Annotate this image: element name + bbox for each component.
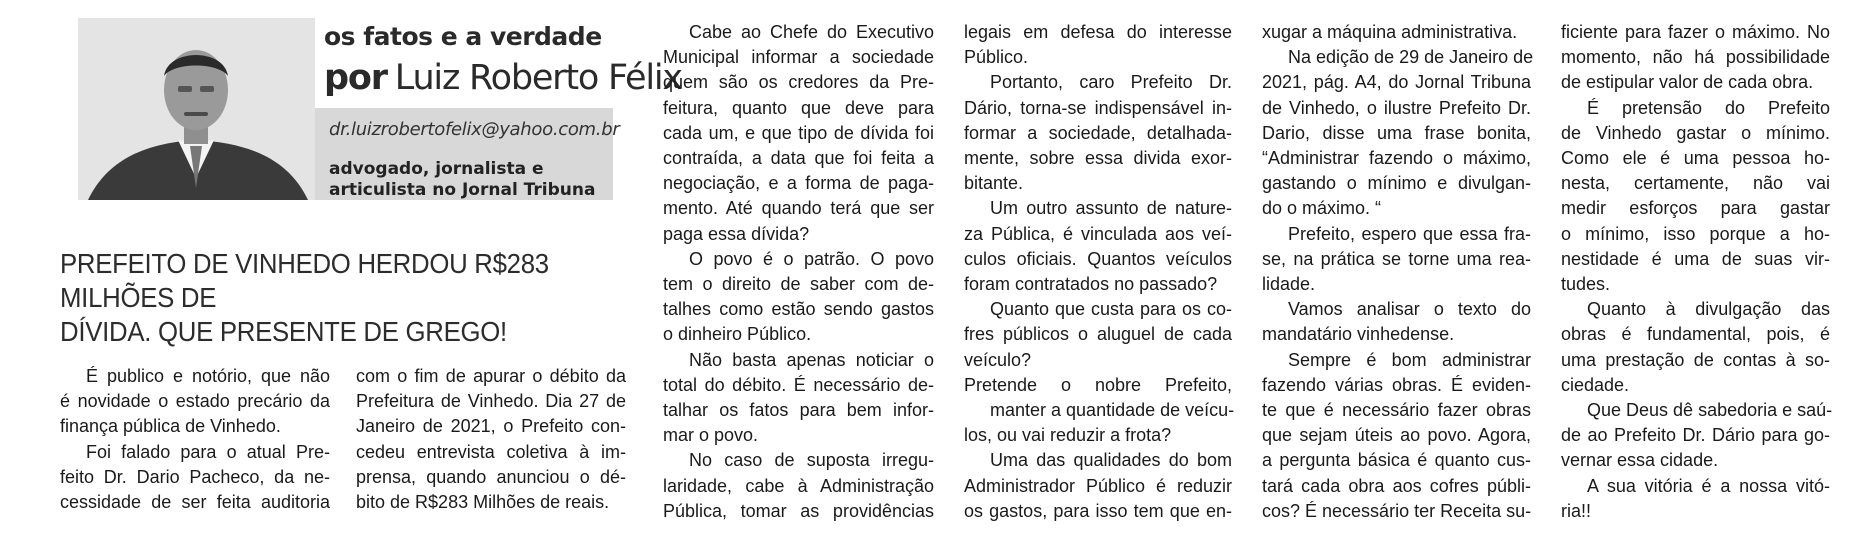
article-text-line: laridade, cabe à Administração xyxy=(663,475,934,496)
article-text-line: Que Deus dê sabedoria e saú- xyxy=(1587,400,1833,421)
article-text-line: de estipular valor de cada obra. xyxy=(1561,72,1814,93)
article-text-line: Na edição de 29 de Janeiro de xyxy=(1288,47,1534,68)
article-text-line: Janeiro de 2021, o Prefeito con- xyxy=(356,416,626,437)
author-prefix: por xyxy=(324,58,387,98)
credentials-line: articulista no Jornal Tribuna xyxy=(329,180,596,200)
article-text-line: contraída, a data que foi feita a xyxy=(663,148,934,169)
article-text-line: fazendo várias obras. É eviden- xyxy=(1262,374,1531,395)
article-text-line: Vamos analisar o texto do xyxy=(1288,299,1531,320)
article-text-line: cos? É necessário ter Receita su- xyxy=(1262,500,1532,521)
article-text-line: Prefeito, espero que essa fra- xyxy=(1288,223,1531,244)
article-text-line: Dário, torna-se indispensável in- xyxy=(964,97,1232,118)
article-text-line: total do débito. É necessário de- xyxy=(663,374,934,395)
article-text-line: de ao Prefeito Dr. Dário para go- xyxy=(1561,425,1830,446)
article-text-line: Quanto à divulgação das xyxy=(1587,299,1830,320)
article-column-1 xyxy=(60,364,330,515)
credentials-line: advogado, jornalista e xyxy=(329,159,544,179)
article-text-line: 2021, pág. A4, do Jornal Tribuna xyxy=(1262,72,1531,93)
article-text-line: se, na prática se torne uma rea- xyxy=(1262,248,1531,269)
article-text-line: mento. Até quando terá que ser xyxy=(663,198,934,219)
article-text-line: Cabe ao Chefe do Executivo xyxy=(689,22,934,42)
column-header xyxy=(78,18,682,200)
article-column-6 xyxy=(1561,20,1833,524)
article-column-4 xyxy=(964,20,1235,524)
article-headline xyxy=(60,247,589,349)
article-column-2 xyxy=(356,364,626,515)
article-text-line: prensa, quando anunciou o dé- xyxy=(356,466,626,487)
article-text-line: Pública, tomar as providências xyxy=(663,500,934,521)
article-text-line: Foi falado para o atual Pre- xyxy=(86,441,330,462)
article-text-line: Como ele é uma pessoa ho- xyxy=(1561,148,1830,169)
article-text-line: Administrador Público é reduzir xyxy=(964,475,1232,496)
article-text-line: talhes como estão sendo gastos xyxy=(663,299,934,320)
article-text-line: é novidade o estado precário da xyxy=(60,391,330,412)
article-text-line: culos oficiais. Quantos veículos xyxy=(964,248,1232,269)
author-photo xyxy=(78,18,315,200)
article-text-line: cedeu entrevista coletiva à im- xyxy=(356,441,626,462)
article-text-line: com o fim de apurar o débito da xyxy=(356,366,626,386)
article-text-line: paga essa dívida? xyxy=(663,223,810,244)
article-text-line: É pretensão do Prefeito xyxy=(1587,97,1830,118)
headline-line: DÍVIDA. QUE PRESENTE DE GREGO! xyxy=(60,316,507,347)
article-text-line: obras é fundamental, pois, é xyxy=(1561,324,1830,345)
article-text-line: foram contratados no passado? xyxy=(964,274,1218,295)
author-info-box xyxy=(315,108,620,200)
article-text-line: No caso de suposta irregu- xyxy=(689,450,934,471)
article-text-line: ria!! xyxy=(1561,500,1592,521)
article-text-line: Uma das qualidades do bom xyxy=(990,450,1232,471)
article-text-line: “Administrar fazendo o máximo, xyxy=(1262,148,1531,169)
article-text-line: finança pública de Vinhedo. xyxy=(60,416,281,437)
article-text-line: Dario, disse uma frase bonita, xyxy=(1262,122,1531,143)
column-title: os fatos e a verdade xyxy=(324,22,602,51)
article-text-line: nestidade é uma de suas vir- xyxy=(1561,248,1830,269)
article-text-line: gastando o mínimo e divulgan- xyxy=(1262,173,1531,194)
headline-line: PREFEITO DE VINHEDO HERDOU R$283 MILHÕES DE xyxy=(60,248,549,313)
article-text-line: bito de R$283 Milhões de reais. xyxy=(356,492,610,513)
article-text-line: Prefeitura de Vinhedo. Dia 27 de xyxy=(356,391,626,412)
article-text-line: te que é necessário fazer obras xyxy=(1262,400,1531,421)
article-text-line: xugar a máquina administrativa. xyxy=(1262,22,1518,42)
article-text-line: momento, não há possibilidade xyxy=(1561,47,1830,68)
article-text-line: o dinheiro Público. xyxy=(663,324,812,345)
author-credentials xyxy=(329,159,595,201)
article-column-3 xyxy=(663,20,934,524)
article-text-line: mar o povo. xyxy=(663,425,759,446)
article-column-5 xyxy=(1262,20,1534,524)
article-text-line: ficiente para fazer o máximo. No xyxy=(1561,22,1830,42)
article-text-line: bitante. xyxy=(964,173,1024,194)
article-text-line: que sejam úteis ao povo. Agora, xyxy=(1262,425,1531,446)
article-text-line: manter a quantidade de veícu- xyxy=(990,400,1235,421)
article-text-line: los, ou vai reduzir a frota? xyxy=(964,425,1172,446)
article-text-line: tará cada obra aos cofres públi- xyxy=(1262,475,1531,496)
author-name: Luiz Roberto Félix xyxy=(394,58,682,98)
article-text-line: Público. xyxy=(964,47,1029,68)
article-text-line: Não basta apenas noticiar o xyxy=(689,349,934,370)
article-text-line: Um outro assunto de nature- xyxy=(990,198,1232,219)
article-text-line: Quanto que custa para os co- xyxy=(990,299,1232,320)
article-text-line: vernar essa cidade. xyxy=(1561,450,1719,471)
article-text-line: tem o direito de saber com de- xyxy=(663,274,934,295)
article-text-line: uma prestação de contas à so- xyxy=(1561,349,1830,370)
article-text-line: feitura, quanto que deve para xyxy=(663,97,934,118)
article-text-line: talhar os fatos para bem infor- xyxy=(663,400,934,421)
article-text-line: formar a sociedade, detalhada- xyxy=(964,122,1232,143)
article-text-line: Municipal informar a sociedade xyxy=(663,47,934,68)
article-text-line: do o máximo. “ xyxy=(1262,198,1382,219)
article-text-line: Pretende o nobre Prefeito, xyxy=(964,374,1232,395)
article-text-line: fres públicos o aluguel de cada xyxy=(964,324,1232,345)
article-text-line: de Vinhedo gastar o mínimo. xyxy=(1561,122,1830,143)
author-portrait-image xyxy=(78,18,315,200)
article-text-line: veículo? xyxy=(964,349,1032,370)
author-email: dr.luizrobertofelix@yahoo.com.br xyxy=(329,119,620,140)
article-text-line: quem são os credores da Pre- xyxy=(663,72,934,93)
article-text-line: o mínimo, isso porque a ho- xyxy=(1561,223,1830,244)
article-text-line: legais em defesa do interesse xyxy=(964,22,1232,42)
article-text-line: A sua vitória é a nossa vitó- xyxy=(1587,475,1830,496)
article-text-line: mandatário vinhedense. xyxy=(1262,324,1455,345)
author-byline xyxy=(324,58,682,98)
article-text-line: Portanto, caro Prefeito Dr. xyxy=(990,72,1232,93)
article-text-line: mente, sobre essa divida exor- xyxy=(964,148,1232,169)
article-text-line: cada um, e que tipo de dívida foi xyxy=(663,122,934,143)
article-text-line: nesta, certamente, não vai xyxy=(1561,173,1830,194)
article-text-line: É publico e notório, que não xyxy=(86,366,330,386)
article-text-line: cessidade de ser feita auditoria xyxy=(60,492,330,513)
article-text-line: os gastos, para isso tem que en- xyxy=(964,500,1232,521)
article-text-line: lidade. xyxy=(1262,274,1316,295)
article-text-line: negociação, e a forma de paga- xyxy=(663,173,934,194)
article-text-line: tudes. xyxy=(1561,274,1611,295)
article-text-line: feito Dr. Dario Pacheco, da ne- xyxy=(60,466,330,487)
article-text-line: za Pública, é vinculada aos veí- xyxy=(964,223,1232,244)
article-text-line: de Vinhedo, o ilustre Prefeito Dr. xyxy=(1262,97,1531,118)
article-text-line: ciedade. xyxy=(1561,374,1630,395)
article-text-line: Sempre é bom administrar xyxy=(1288,349,1531,370)
article-text-line: O povo é o patrão. O povo xyxy=(689,248,934,269)
article-text-line: medir esforços para gastar xyxy=(1561,198,1830,219)
article-text-line: a pergunta básica é quanto cus- xyxy=(1262,450,1531,471)
